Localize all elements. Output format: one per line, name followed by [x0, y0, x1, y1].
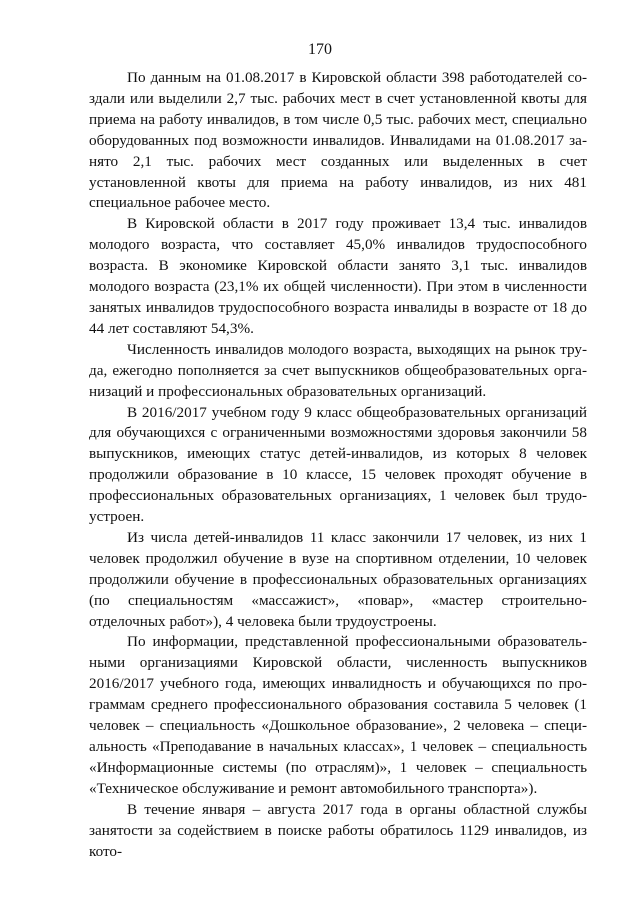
paragraph-vocational-graduates: По информации, представленной профессиональными образовательными организациями Кировской области, численность выпускников 2016/2017 учебного года, имеющих инвалидность и обучающихся по программам среднего профессионального образования составила 5 человек (1 человек – специальность «Дошкольное образование», 2 человека – специальность «Преподавание в начальных классах», 1 человек – специальность «Информационные системы (по отраслям)», 1 человек – специальность «Техническое обслуживание и ремонт автомобильного транспорта»).: [89, 633, 587, 797]
paragraph-grade-11-graduates: Из числа детей-инвалидов 11 класс закончили 17 человек, из них 1 человек продолжил обучение в вузе на спортивном отделении, 10 человек продолжили обучение в профессиональных образовательных организациях (по специальностям «массажист», «повар», «мастер строительно-отделочных работ»), 4 человека были трудоустроены.: [89, 528, 587, 630]
paragraph-employment-service: В течение января – августа 2017 года в органы областной службы занятости за содействием в поиске работы обратилось 1129 инвалидов, из кото-: [89, 800, 587, 860]
paragraph-quota-jobs: По данным на 01.08.2017 в Кировской области 398 работодателей создали или выделили 2,7 тыс. рабочих мест в счет установленной квоты для приема на работу инвалидов, в том числе 0,5 тыс. рабочих мест, специально оборудованных под возможности инвалидов. Инвалидами на 01.08.2017 занято 2,1 тыс. рабочих мест созданных или выделенных в счет установленной квоты для приема на работу инвалидов, из них 481 специальное рабочее место.: [89, 69, 587, 212]
page-number: 170: [308, 41, 332, 58]
paragraph-young-disabled-population: В Кировской области в 2017 году проживает 13,4 тыс. инвалидов молодого возраста, что составляет 45,0% инвалидов трудоспособного возраста. В экономике Кировской области занято 3,1 тыс. инвалидов молодого возраста (23,1% их общей численности). При этом в численности занятых инвалидов трудоспособного возраста инвалиды в возрасте от 18 до 44 лет составляют 54,3%.: [89, 215, 587, 337]
body-text: [89, 68, 587, 862]
paragraph-grade-9-graduates: В 2016/2017 учебном году 9 класс общеобразовательных организаций для обучающихся с ограниченными возможностями здоровья закончили 58 выпускников, имеющих статус детей-инвалидов, из которых 8 человек продолжили образование в 10 классе, 15 человек проходят обучение в профессиональных образовательных организациях, 1 человек был трудоустроен.: [89, 403, 587, 526]
paragraph-labor-market-entry: Численность инвалидов молодого возраста, выходящих на рынок труда, ежегодно пополняется за счет выпускников общеобразовательных организаций и профессиональных образовательных организаций.: [89, 340, 587, 400]
